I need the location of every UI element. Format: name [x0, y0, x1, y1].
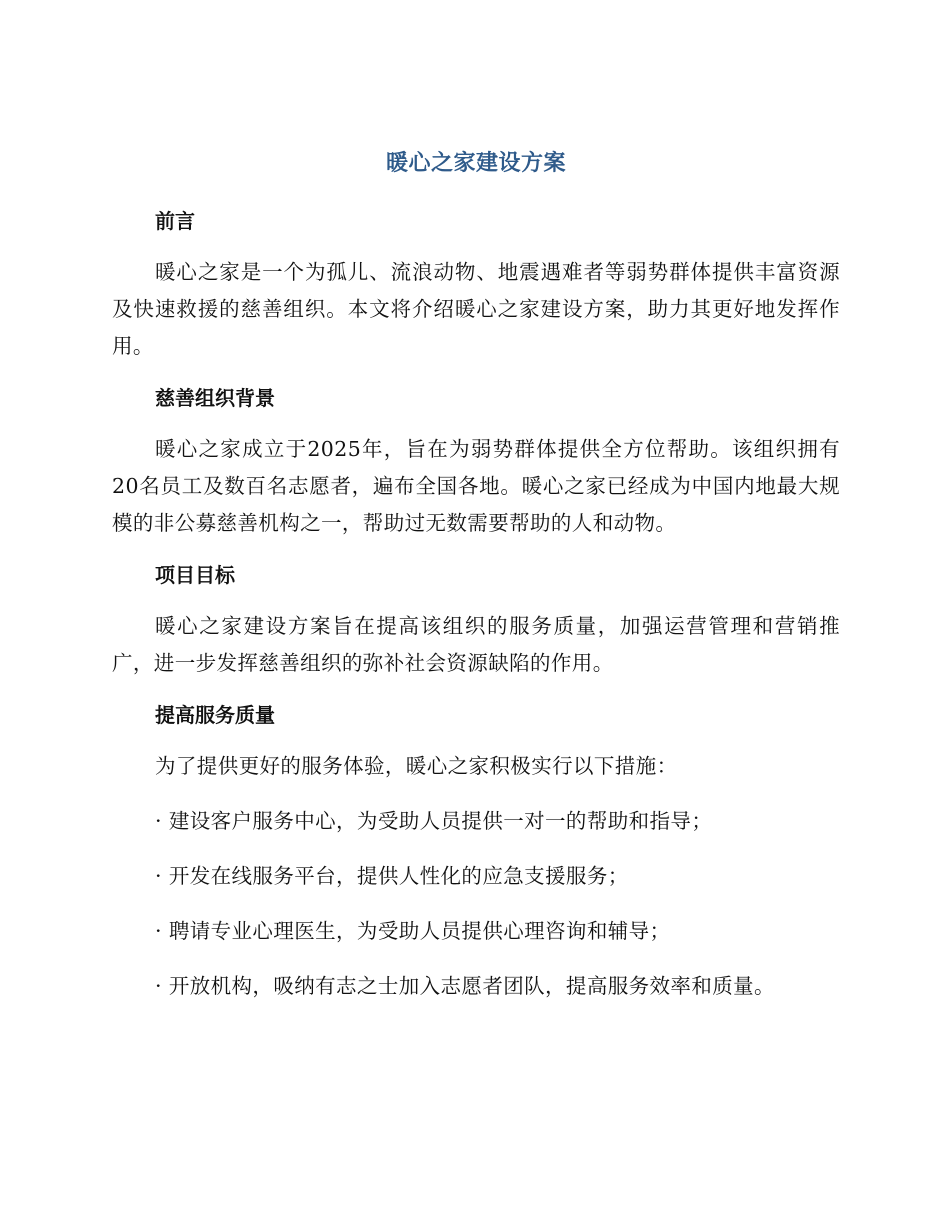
list-item: · 建设客户服务中心，为受助人员提供一对一的帮助和指导； — [155, 809, 713, 833]
document-title: 暖心之家建设方案 — [385, 151, 566, 176]
paragraph-preface: 暖心之家是一个为孤儿、流浪动物、地震遇难者等弱势群体提供丰富资源及快速救援的慈善组织。本文将介绍暖心之家建设方案，助力其更好地发挥作用。 — [112, 260, 840, 358]
list-item: · 开发在线服务平台，提供人性化的应急支援服务； — [155, 864, 629, 888]
list-item: · 开放机构，吸纳有志之士加入志愿者团队，提高服务效率和质量。 — [155, 974, 775, 998]
spacer — [112, 730, 840, 748]
section-heading-goals: 项目目标 — [155, 563, 235, 587]
spacer — [112, 236, 840, 254]
spacer — [112, 950, 840, 968]
spacer — [112, 365, 840, 383]
section-heading-service-quality: 提高服务质量 — [155, 703, 275, 727]
spacer — [112, 895, 840, 913]
paragraph-service-quality: 为了提供更好的服务体验，暖心之家积极实行以下措施： — [155, 754, 678, 778]
spacer — [112, 682, 840, 700]
spacer — [112, 590, 840, 608]
section-heading-background: 慈善组织背景 — [155, 386, 275, 410]
spacer — [112, 413, 840, 431]
section-heading-preface: 前言 — [155, 209, 195, 233]
paragraph-goals: 暖心之家建设方案旨在提高该组织的服务质量，加强运营管理和营销推广，进一步发挥慈善组织的弥补社会资源缺陷的作用。 — [112, 614, 840, 675]
spacer — [112, 785, 840, 803]
document-body — [112, 140, 840, 1005]
paragraph-background: 暖心之家成立于2025年，旨在为弱势群体提供全方位帮助。该组织拥有20名员工及数百名志愿者，遍布全国各地。暖心之家已经成为中国内地最大规模的非公募慈善机构之一，帮助过无数需要帮助的人和动物。 — [112, 437, 840, 535]
spacer — [112, 840, 840, 858]
spacer — [112, 542, 840, 560]
list-item: · 聘请专业心理医生，为受助人员提供心理咨询和辅导； — [155, 919, 671, 943]
